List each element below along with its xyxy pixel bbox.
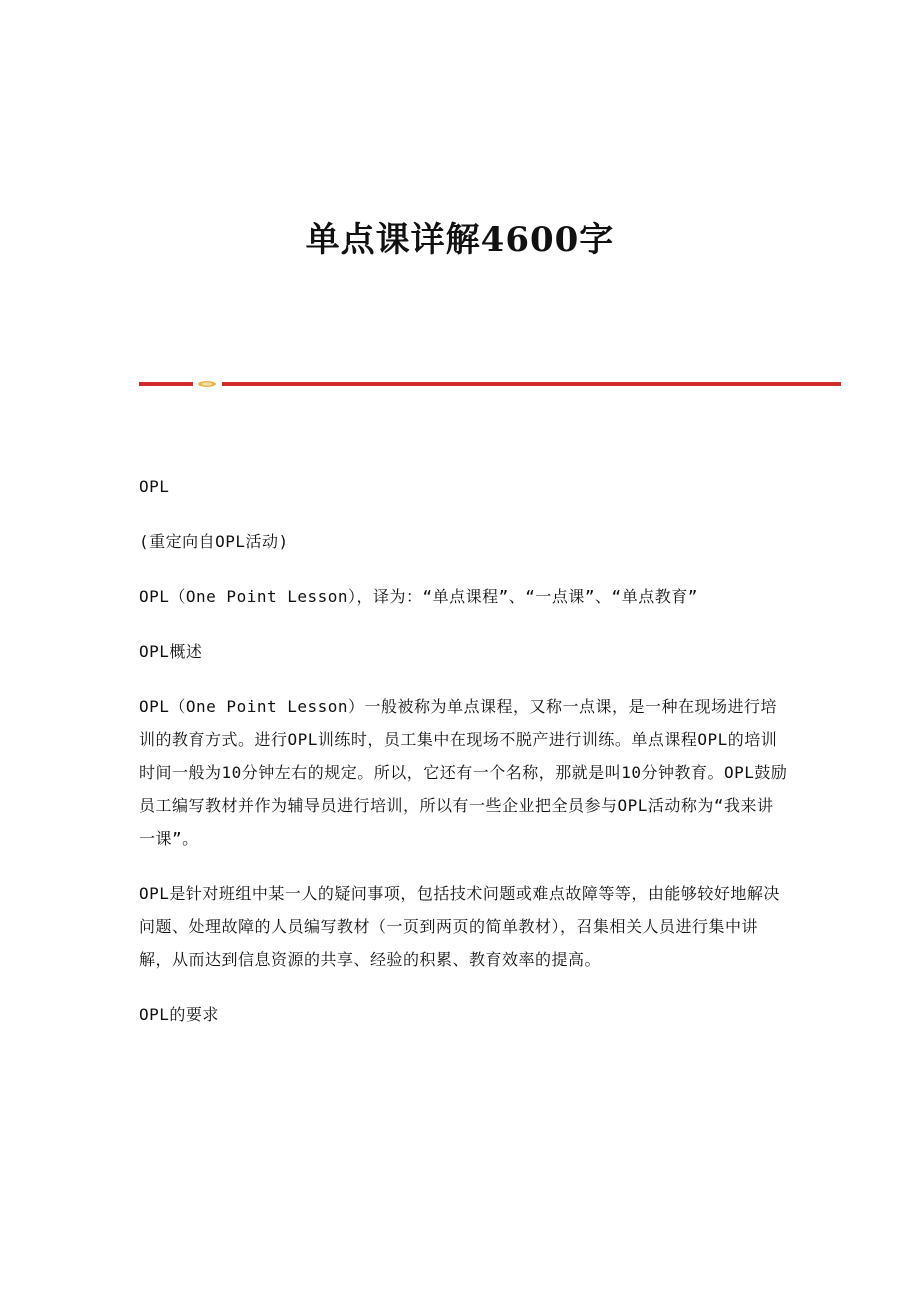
paragraph-redirect-note: (重定向自OPL活动) <box>139 532 289 551</box>
paragraph-opl-heading: OPL <box>139 477 170 496</box>
paragraph-overview-heading: OPL概述 <box>139 642 203 661</box>
paragraph-translation: OPL（One Point Lesson），译为：“单点课程”、“一点课”、“单点教育” <box>139 587 698 606</box>
divider-line-left <box>139 382 193 386</box>
document-body <box>139 470 789 1053</box>
document-title: 单点课详解4600字 <box>305 220 615 260</box>
paragraph-purpose-body: OPL是针对班组中某一人的疑问事项，包括技术问题或难点故障等等，由能够较好地解决问题、处理故障的人员编写教材（一页到两页的简单教材），召集相关人员进行集中讲解，从而达到信息资源的共享、经验的积累、教育效率的提高。 <box>139 884 780 969</box>
paragraph-overview-body: OPL（One Point Lesson）一般被称为单点课程，又称一点课，是一种在现场进行培训的教育方式。进行OPL训练时，员工集中在现场不脱产进行训练。单点课程OPL的培训时间一般为10分钟左右的规定。所以，它还有一个名称，那就是叫10分钟教育。OPL鼓励员工编写教材并作为辅导员进行培训，所以有一些企业把全员参与OPL活动称为“我来讲一课”。 <box>139 697 788 848</box>
title-divider <box>139 380 841 388</box>
divider-ornament-icon <box>197 380 217 388</box>
paragraph-requirements-heading: OPL的要求 <box>139 1005 219 1024</box>
divider-line-right <box>222 382 841 386</box>
